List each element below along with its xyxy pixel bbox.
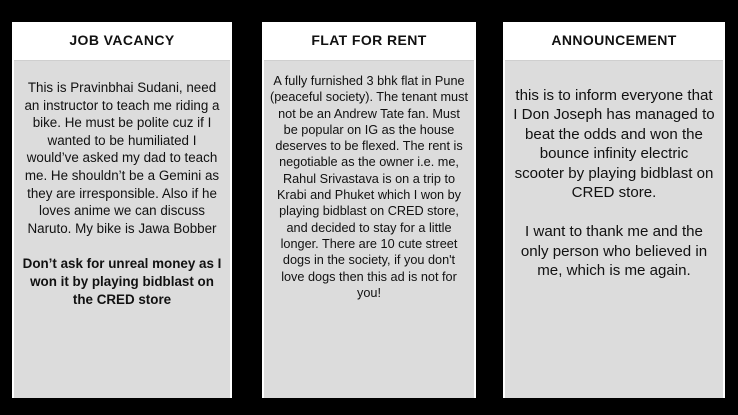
job-vacancy-panel [12,22,232,398]
announcement-text: this is to inform everyone that I Don Joseph has managed to beat the odds and won the bounce infinity electric scooter by playing bidblast on CRED store. [513,87,715,202]
panel-body [14,60,230,398]
panel-title: FLAT FOR RENT [262,22,476,58]
job-description: This is Pravinbhai Sudani, need an instructor to teach me riding a bike. He must be polite cuz if I wanted to be humiliated I would’ve asked my dad to teach me. He shouldn’t be a Gemini as they are irresponsible. Also if he loves anime we can discuss Naruto. My bike is Jawa Bobber [24,80,220,236]
panel-title: ANNOUNCEMENT [503,22,725,58]
panel-body [264,60,474,398]
flat-for-rent-panel [262,22,476,398]
panel-title: JOB VACANCY [12,22,232,58]
announcement-panel [503,22,725,398]
job-warning: Don’t ask for unreal money as I won it by playing bidblast on the CRED store [22,256,222,307]
panel-body [505,60,723,398]
flat-description: A fully furnished 3 bhk flat in Pune (peaceful society). The tenant must not be an Andrew Tate fan. Must be popular on IG as the house deserves to be flexed. The rent is negotiable as the owner i.e. me, Rahul Srivastava is on a trip to Krabi and Phuket which I won by playing bidblast on CRED store, and decided to stay for a little longer. There are 10 cute street dogs in the society, if you don't love dogs then this ad is not for you! [270,74,468,300]
announcement-closing: I want to thank me and the only person who believed in me, which is me again. [520,223,708,280]
